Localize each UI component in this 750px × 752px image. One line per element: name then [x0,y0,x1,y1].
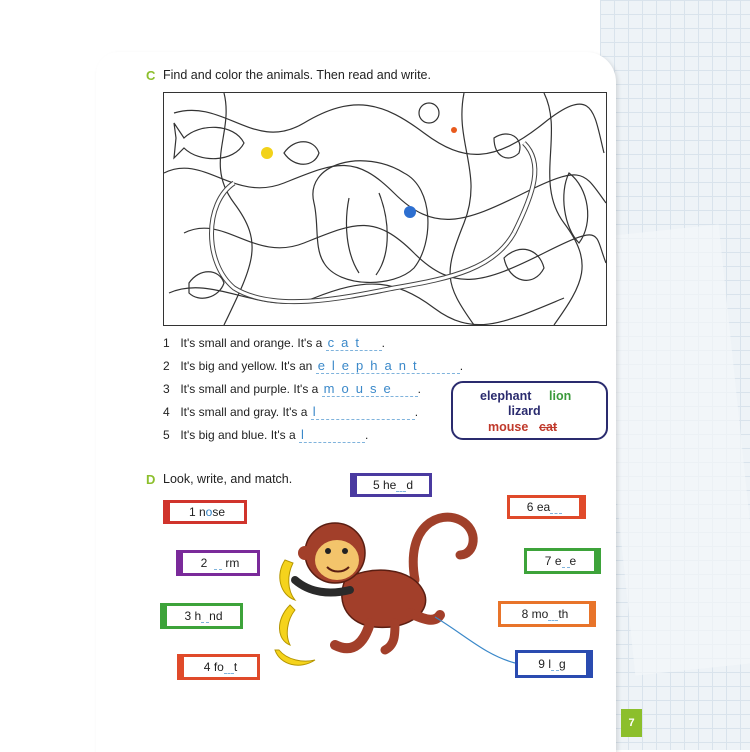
section-c-letter: C [146,68,156,83]
line-art-illustration [164,93,606,325]
label-part: n [198,505,206,519]
word-elephant: elephant [480,389,532,403]
period: . [417,382,422,396]
label-2-arm[interactable] [176,550,260,576]
period: . [365,428,369,442]
sentence-1 [163,336,385,351]
label-part: he [382,478,397,492]
label-part: ea [536,500,551,514]
label-number: 2 [200,556,208,570]
label-part: th [558,607,569,621]
period: . [414,405,419,419]
word-lion: lion [549,389,572,403]
label-blank [201,610,209,623]
label-4-foot[interactable] [177,654,260,680]
section-c-title: Find and color the animals. Then read and write. [163,68,431,82]
label-blank [224,661,234,674]
label-part: e [554,554,562,568]
sentence-text: It's small and orange. It's a [180,336,323,350]
label-part: rm [225,556,240,570]
label-part: l [548,657,551,671]
answer-field[interactable]: l [311,405,415,420]
label-number: 1 [188,505,196,519]
sentence-text: It's big and yellow. It's an [180,359,313,373]
monkey-illustration [265,505,525,680]
label-part: g [559,657,566,671]
word-mouse: mouse [488,420,529,434]
word-lizard: lizard [508,404,541,418]
label-part: h [194,609,202,623]
hidden-animals-picture[interactable] [163,92,607,326]
label-number: 4 [203,660,211,674]
label-number: 5 [372,478,380,492]
label-number: 7 [544,554,552,568]
label-blank [551,658,559,671]
sentence-text: It's small and purple. It's a [180,382,319,396]
sentence-4 [163,405,418,420]
word-bank [451,381,608,440]
answer-field[interactable]: cat [326,336,382,351]
sentence-num: 5 [163,428,170,442]
label-3-hand[interactable] [160,603,243,629]
label-blank [562,555,570,568]
label-number: 6 [526,500,534,514]
label-blank [396,479,406,492]
label-number: 3 [184,609,192,623]
label-part: se [212,505,226,519]
label-blank [550,501,562,514]
label-blank [214,557,222,570]
label-1-nose[interactable] [163,500,247,524]
label-part: d [406,478,414,492]
label-number: 8 [521,607,529,621]
label-part: t [233,660,238,674]
label-part: mo [531,607,549,621]
label-part: fo [213,660,224,674]
answer-field[interactable]: elephant [316,359,460,374]
answer-field[interactable]: mouse [322,382,418,397]
label-part: e [569,554,577,568]
label-answer: o [205,505,213,519]
sentence-5 [163,428,368,443]
section-d-title: Look, write, and match. [163,472,293,486]
period: . [381,336,386,350]
sentence-3 [163,382,421,397]
sentence-2 [163,359,463,374]
label-part: nd [209,609,223,623]
label-blank [548,608,558,621]
sentence-num: 3 [163,382,170,396]
page-number: 7 [621,709,642,737]
label-9-leg[interactable] [515,650,593,678]
answer-field[interactable]: l [299,428,365,443]
sentence-num: 2 [163,359,170,373]
sentence-num: 4 [163,405,170,419]
sentence-text: It's small and gray. It's a [180,405,308,419]
sentence-text: It's big and blue. It's a [180,428,296,442]
section-d-letter: D [146,472,156,487]
label-7-eye[interactable] [524,548,601,574]
label-number: 9 [538,657,545,671]
label-5-head[interactable] [350,473,432,497]
word-cat-crossed: cat [539,420,558,434]
sentence-num: 1 [163,336,170,350]
period: . [459,359,464,373]
